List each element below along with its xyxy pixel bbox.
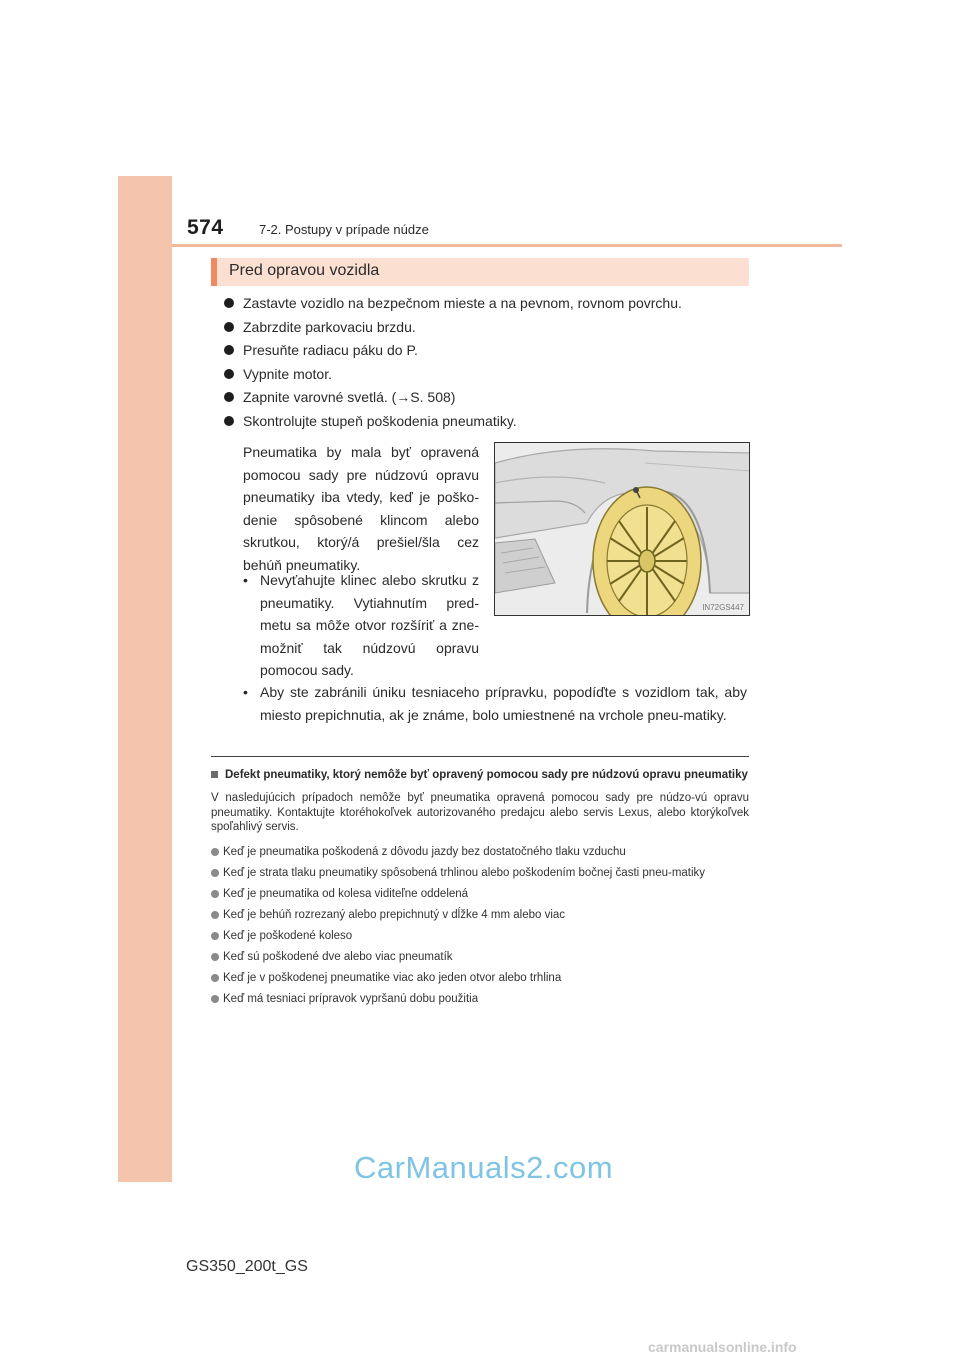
footer-model-code: GS350_200t_GS — [186, 1258, 308, 1275]
watermark-carmanualsonline: carmanualsonline.info — [648, 1339, 797, 1355]
list-item: Zastavte vozidlo na bezpečnom mieste a na pevnom, rovnom povrchu. — [224, 294, 764, 318]
section-title: 7-2. Postupy v prípade núdze — [259, 222, 429, 237]
car-front-wheel-image — [495, 443, 750, 616]
sub-list-item: • Nevyťahujte klinec alebo skrutku z pneumatiky. Vytiahnutím pred-metu sa môže otvor rozšíriť a zne-možniť tak núdzovú opravu pomocou sady. — [243, 569, 479, 682]
note-square-icon — [211, 771, 218, 778]
tire-puncture-illustration — [494, 442, 750, 616]
list-item: Keď má tesniaci prípravok vypršanú dobu použitia — [211, 992, 749, 1007]
illustration-code: IN72GS447 — [702, 603, 744, 612]
repair-condition-paragraph: Pneumatika by mala byť opravená pomocou sady pre núdzovú opravu pneumatiky iba vtedy, keď je poško-denie spôsobené klincom alebo skrutkou, ktorý/á prešiel/šla cez behúň pneumatiky. — [243, 444, 479, 573]
list-item: Keď je v poškodenej pneumatike viac ako jeden otvor alebo trhlina — [211, 971, 749, 986]
note-body: V nasledujúcich prípadoch nemôže byť pneumatika opravená pomocou sady pre núdzo-vú opravu pneumatiky. Kontaktujte ktoréhokoľvek autorizovaného predajcu alebo servis Lexus, alebo ktorýkoľvek spoľahlivý servis. — [211, 792, 749, 833]
page-number: 574 — [187, 216, 224, 239]
bullet-icon — [211, 911, 219, 919]
list-item: Presuňte radiacu páku do P. — [224, 341, 764, 365]
section-heading — [211, 258, 749, 286]
bullet-icon — [211, 932, 219, 940]
bullet-icon — [211, 974, 219, 982]
bullet-icon — [224, 416, 234, 426]
note-section — [211, 768, 749, 1013]
list-item — [224, 388, 764, 412]
bullet-icon — [211, 869, 219, 877]
step-list — [224, 294, 764, 435]
bullet-icon — [211, 890, 219, 898]
list-item: Keď je poškodené koleso — [211, 929, 749, 944]
list-item: Vypnite motor. — [224, 365, 764, 389]
chapter-sidebar-tab — [118, 176, 172, 1182]
bullet-icon — [224, 392, 234, 402]
bullet-icon — [211, 953, 219, 961]
sub-bullet: • — [243, 572, 248, 588]
section-divider — [211, 756, 749, 757]
bullet-icon — [224, 322, 234, 332]
watermark-carmanuals2: CarManuals2.com — [354, 1150, 614, 1185]
page-reference-link[interactable]: Zapnite varovné svetlá. (→S. 508) — [243, 389, 456, 405]
list-item: Keď sú poškodené dve alebo viac pneumatík — [211, 950, 749, 965]
bullet-icon — [224, 369, 234, 379]
list-item: Zabrzdite parkovaciu brzdu. — [224, 318, 764, 342]
list-item: Keď je behúň rozrezaný alebo prepichnutý v dĺžke 4 mm alebo viac — [211, 908, 749, 923]
note-title: Defekt pneumatiky, ktorý nemôže byť opravený pomocou sady pre núdzovú opravu pneumatiky — [225, 769, 748, 781]
sub-list-item: • Aby ste zabránili úniku tesniaceho prípravku, popodíďte s vozidlom tak, aby miesto prepichnutia, ak je známe, bolo umiestnené na vrchole pneu-matiky. — [243, 681, 747, 726]
list-item: Keď je strata tlaku pneumatiky spôsobená trhlinou alebo poškodením bočnej časti pneu-matiky — [211, 866, 749, 881]
sub-bullet: • — [243, 684, 248, 700]
bullet-icon — [211, 995, 219, 1003]
bullet-icon — [224, 298, 234, 308]
header-rule — [172, 244, 842, 247]
list-item: Skontrolujte stupeň poškodenia pneumatiky. — [224, 412, 764, 436]
list-item: Keď je pneumatika od kolesa viditeľne oddelená — [211, 887, 749, 902]
bullet-icon — [211, 848, 219, 856]
list-item: Keď je pneumatika poškodená z dôvodu jazdy bez dostatočného tlaku vzduchu — [211, 845, 749, 860]
bullet-icon — [224, 345, 234, 355]
note-list — [211, 845, 749, 1007]
section-heading-text: Pred opravou vozidla — [229, 262, 380, 279]
